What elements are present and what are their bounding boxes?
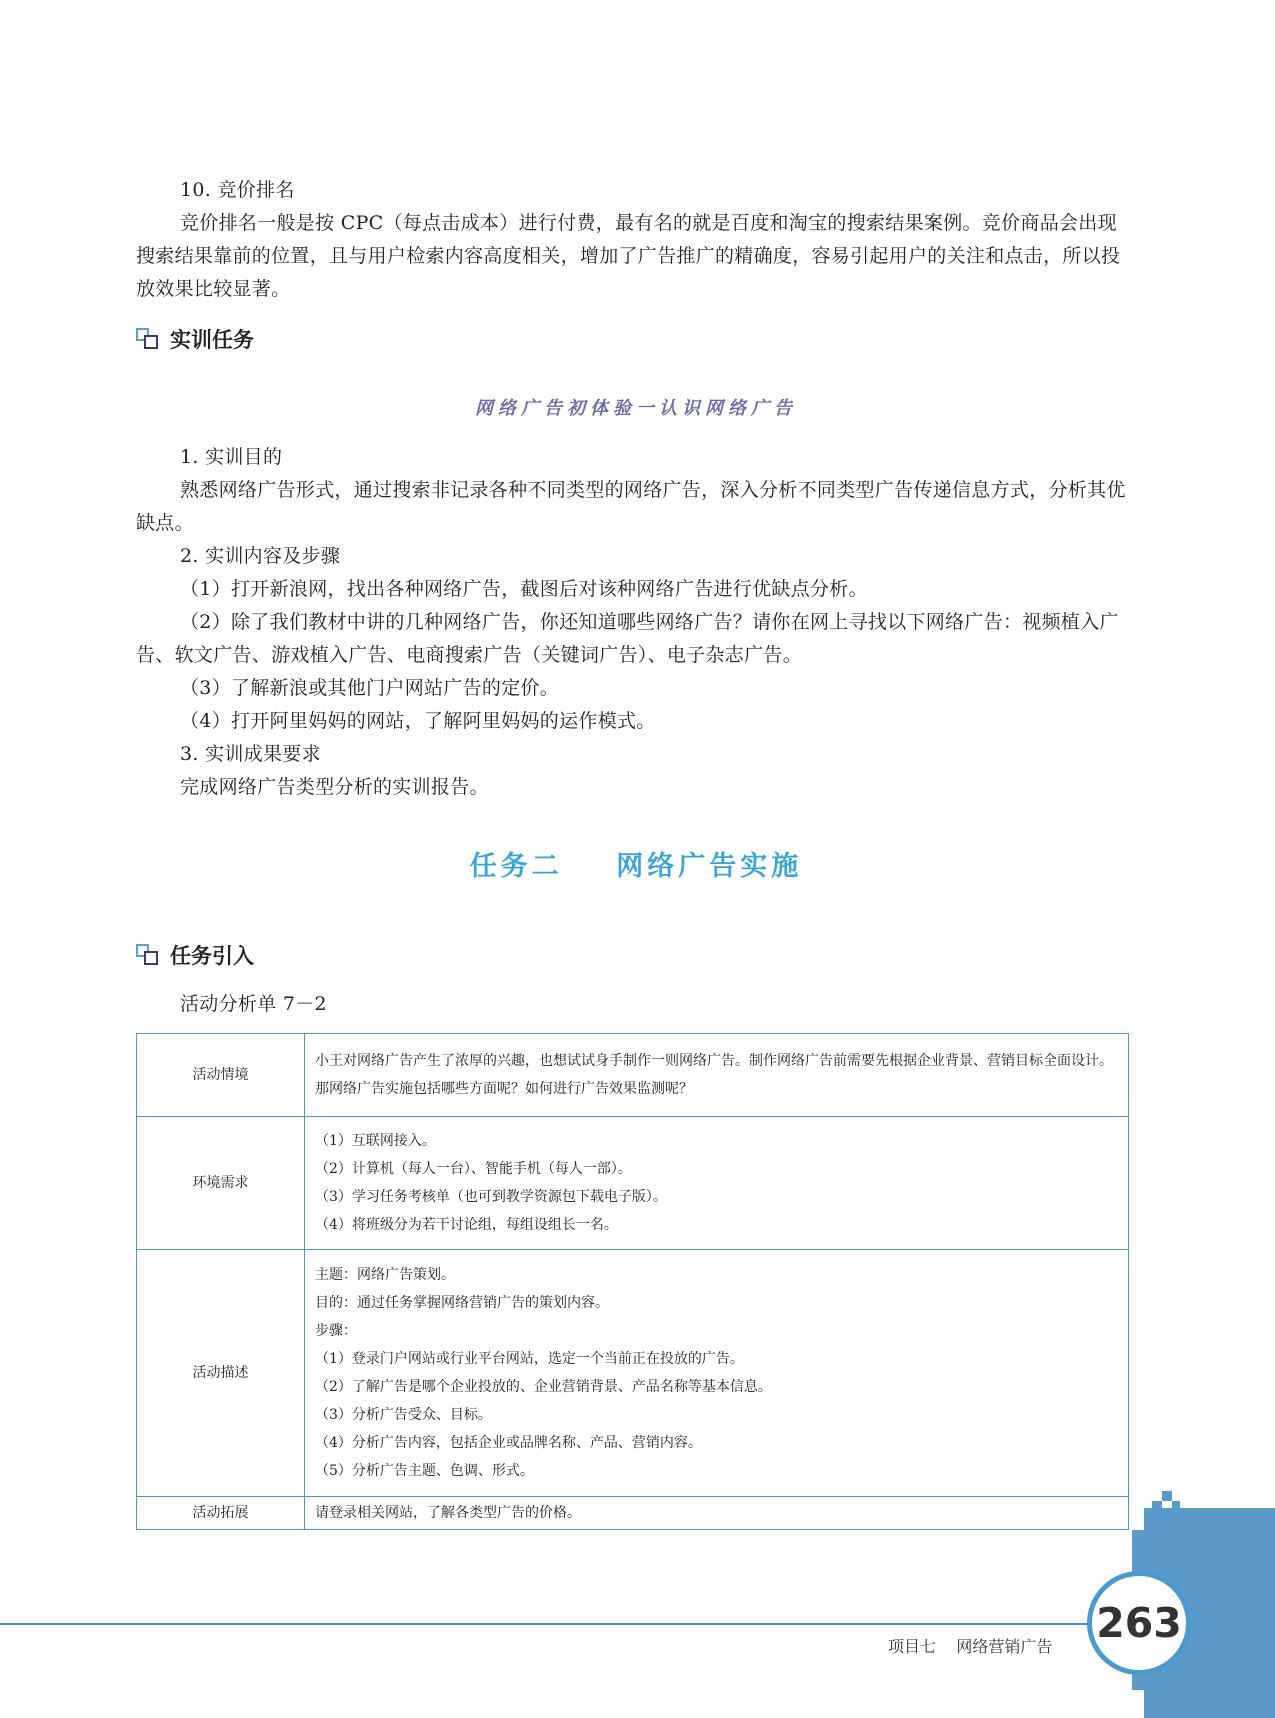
row-label: 活动拓展 — [137, 1497, 305, 1530]
training-step-4: （4）打开阿里妈妈的网站，了解阿里妈妈的运作模式。 — [180, 710, 656, 732]
training-item1-title: 1. 实训目的 — [180, 446, 283, 468]
footer-chapter: 项目七 网络营销广告 — [888, 1637, 1053, 1656]
row-line: （3）分析广告受众、目标。 — [315, 1407, 492, 1423]
footer-divider — [0, 1623, 1090, 1625]
row-content — [305, 1497, 1129, 1530]
training-step-1: （1）打开新浪网，找出各种网络广告，截图后对该种网络广告进行优缺点分析。 — [180, 578, 868, 600]
row-line: （4）分析广告内容，包括企业或品牌名称、产品、营销内容。 — [315, 1435, 702, 1451]
row-label: 活动情境 — [137, 1034, 305, 1117]
task2-title: 任务二 网络广告实施 — [469, 851, 803, 882]
section-squares-icon — [136, 328, 162, 350]
row-line: （2）了解广告是哪个企业投放的、企业营销背景、产品名称等基本信息。 — [315, 1379, 772, 1395]
table-caption: 活动分析单 7－2 — [180, 993, 327, 1015]
intro-heading — [136, 940, 254, 970]
row-label: 环境需求 — [137, 1117, 305, 1250]
training-content — [136, 441, 1136, 804]
corner-pixel — [1152, 1501, 1162, 1508]
training-item3-title: 3. 实训成果要求 — [180, 743, 321, 765]
row-line: （3）学习任务考核单（也可到教学资源包下载电子版）。 — [315, 1189, 667, 1205]
row-line: （5）分析广告主题、色调、形式。 — [315, 1463, 534, 1479]
table-row — [137, 1497, 1129, 1530]
table-row — [137, 1117, 1129, 1250]
section-10-paragraph: 竞价排名一般是按 CPC（每点击成本）进行付费，最有名的就是百度和淘宝的搜索结果案例。竞价商品会出现搜索结果靠前的位置，且与用户检索内容高度相关，增加了广告推广的精确度，容易引起用户的关注和点击，所以投放效果比较显著。 — [136, 212, 1121, 300]
row-line: 目的：通过任务掌握网络营销广告的策划内容。 — [315, 1295, 609, 1311]
row-line: （4）将班级分为若干讨论组，每组设组长一名。 — [315, 1217, 618, 1233]
training-item1-text: 熟悉网络广告形式，通过搜索非记录各种不同类型的网络广告，深入分析不同类型广告传递信息方式，分析其优缺点。 — [136, 479, 1126, 534]
training-subtitle: 网络广告初体验一认识网络广告 — [475, 398, 797, 419]
activity-table — [136, 1033, 1129, 1530]
row-line: 请登录相关网站，了解各类型广告的价格。 — [315, 1505, 581, 1521]
table-row — [137, 1034, 1129, 1117]
intro-heading-text: 任务引入 — [170, 943, 254, 968]
table-row — [137, 1250, 1129, 1497]
corner-pixel — [1162, 1491, 1172, 1501]
row-content — [305, 1250, 1129, 1497]
training-heading — [136, 324, 254, 354]
training-item2-title: 2. 实训内容及步骤 — [180, 545, 341, 567]
section-squares-icon — [136, 944, 162, 966]
page-number: 263 — [1087, 1571, 1191, 1675]
section-10 — [136, 174, 1136, 306]
section-10-heading: 10. 竞价排名 — [180, 179, 295, 201]
row-label: 活动描述 — [137, 1250, 305, 1497]
row-line: （1）登录门户网站或行业平台网站，选定一个当前正在投放的广告。 — [315, 1351, 744, 1367]
corner-pixel — [1172, 1501, 1180, 1508]
row-line: 步骤： — [315, 1323, 357, 1339]
row-line: （1）互联网接入。 — [315, 1133, 436, 1149]
training-step-3: （3）了解新浪或其他门户网站广告的定价。 — [180, 677, 560, 699]
row-line: 主题：网络广告策划。 — [315, 1267, 455, 1283]
row-content — [305, 1034, 1129, 1117]
training-step-2: （2）除了我们教材中讲的几种网络广告，你还知道哪些网络广告？请你在网上寻找以下网络广告：视频植入广告、软文广告、游戏植入广告、电商搜索广告（关键词广告）、电子杂志广告。 — [136, 611, 1119, 666]
training-heading-text: 实训任务 — [170, 327, 254, 352]
row-line: 小王对网络广告产生了浓厚的兴趣，也想试试身手制作一则网络广告。制作网络广告前需要先根据企业背景、营销目标全面设计。那网络广告实施包括哪些方面呢？如何进行广告效果监测呢？ — [315, 1053, 1113, 1097]
row-content — [305, 1117, 1129, 1250]
training-item3-text: 完成网络广告类型分析的实训报告。 — [180, 776, 489, 798]
row-line: （2）计算机（每人一台）、智能手机（每人一部）。 — [315, 1161, 632, 1177]
